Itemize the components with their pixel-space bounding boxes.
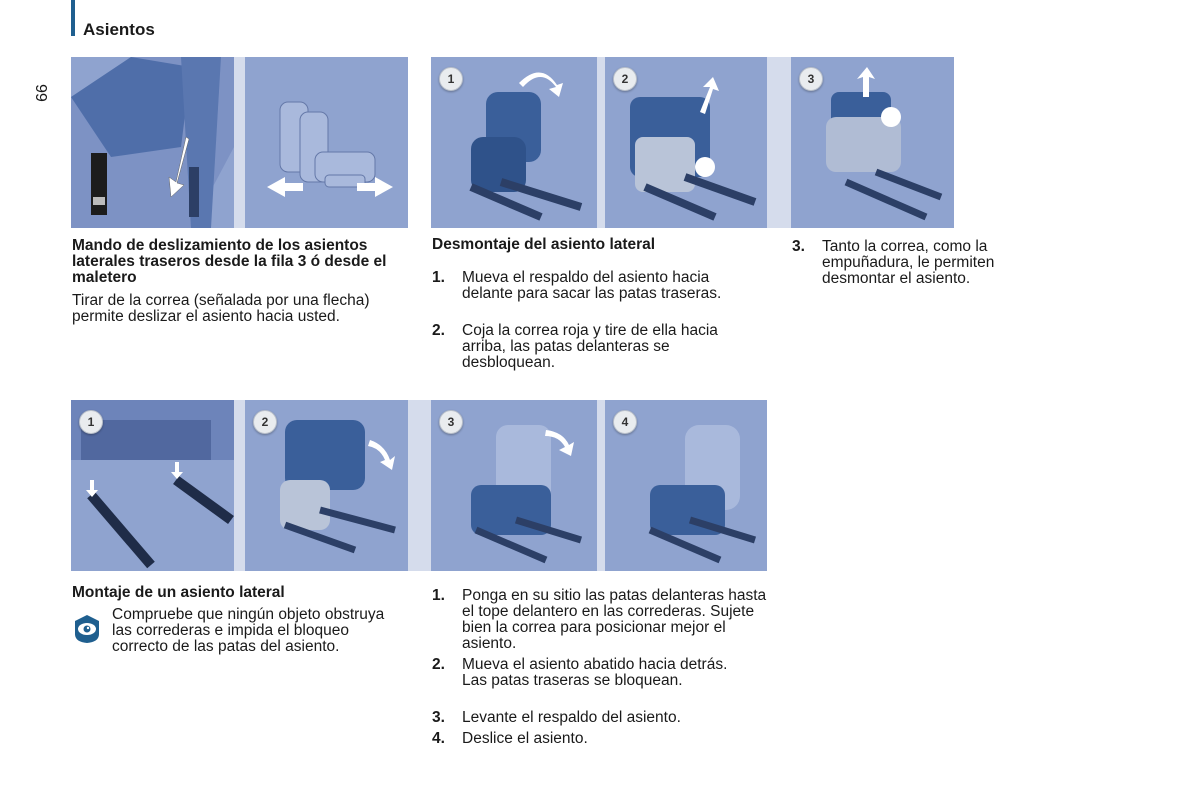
step-text: Coja la correa roja y tire de ella hacia arriba, las patas delanteras se desbloquean. — [462, 322, 718, 371]
step-number: 1. — [432, 587, 445, 604]
illustration-removal-step-2 — [605, 57, 767, 228]
step-badge: 1 — [439, 67, 463, 91]
illustration-removal-step-1 — [431, 57, 597, 228]
removal-heading: Desmontaje del asiento lateral — [432, 236, 656, 253]
step-text: Levante el respaldo del asiento. — [462, 709, 681, 726]
step-badge: 4 — [613, 410, 637, 434]
panel-gap — [597, 400, 605, 571]
list-item — [432, 588, 772, 658]
step-number: 2. — [432, 656, 445, 673]
mounting-note: Compruebe que ningún objeto obstruya las correderas e impida el bloqueo correcto de las patas del asiento. — [112, 606, 385, 655]
step-number: 3. — [432, 709, 445, 726]
list-item — [432, 710, 772, 730]
step-text: Tanto la correa, como la empuñadura, le permiten desmontar el asiento. — [822, 238, 995, 287]
step-text: Mueva el respaldo del asiento hacia delante para sacar las patas traseras. — [462, 269, 722, 302]
step-text: Mueva el asiento abatido hacia detrás. Las patas traseras se bloquean. — [462, 656, 728, 689]
list-item — [432, 731, 772, 751]
illustration-mounting-step-3 — [431, 400, 597, 571]
step-text: Deslice el asiento. — [462, 730, 588, 747]
step-text: Ponga en su sitio las patas delanteras hasta el tope delantero en las correderas. Sujete bien la correa para posicionar mejor el asiento. — [462, 587, 767, 652]
illustration-seat-slide-arrows — [245, 57, 408, 228]
step-badge: 3 — [439, 410, 463, 434]
panel-gap — [767, 57, 791, 228]
panel-gap — [234, 400, 245, 571]
step-number: 4. — [432, 730, 445, 747]
step-badge: 3 — [799, 67, 823, 91]
panel-gap — [408, 400, 431, 571]
list-item — [432, 323, 762, 373]
step-number: 2. — [432, 322, 445, 339]
slide-control-body: Tirar de la correa (señalada por una flecha) permite deslizar el asiento hacia usted. — [72, 292, 370, 325]
list-item — [432, 657, 772, 707]
list-item — [792, 239, 1042, 289]
step-badge: 1 — [79, 410, 103, 434]
illustration-mounting-step-4 — [605, 400, 767, 571]
illustration-slide-control — [71, 57, 234, 228]
illustration-mounting-step-2 — [245, 400, 408, 571]
step-badge: 2 — [613, 67, 637, 91]
illustration-removal-step-3 — [791, 57, 954, 228]
panel-gap — [597, 57, 605, 228]
page-number: 66 — [34, 84, 51, 102]
mounting-heading: Montaje de un asiento lateral — [72, 584, 285, 601]
step-badge: 2 — [253, 410, 277, 434]
panel-gap — [234, 57, 245, 228]
slide-control-heading: Mando de deslizamiento de los asientos laterales traseros desde la fila 3 ó desde el maletero — [72, 237, 387, 286]
illustration-mounting-step-1 — [71, 400, 234, 571]
section-title: Asientos — [83, 20, 155, 39]
section-marker — [71, 0, 75, 36]
list-item — [432, 270, 762, 320]
step-number: 1. — [432, 269, 445, 286]
step-number: 3. — [792, 238, 805, 255]
eye-warning-icon — [72, 614, 102, 644]
